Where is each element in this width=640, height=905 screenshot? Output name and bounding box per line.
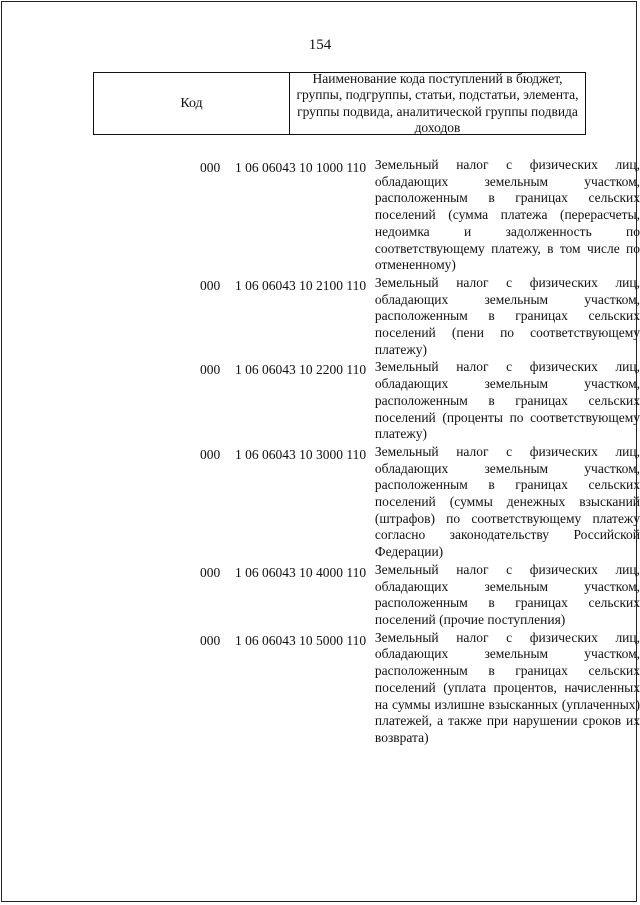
page-number: 154: [308, 37, 332, 53]
row-admin-code: 000: [200, 632, 221, 648]
row-income-name: Земельный налог с физических лиц, обладающих земельным участком, расположенным в границах сельских поселений (прочие поступления): [374, 561, 640, 627]
header-code-column: Код: [94, 73, 290, 134]
row-income-code: 1 06 06043 10 5000 110: [234, 632, 367, 648]
table-row: [0, 630, 640, 747]
row-income-code: 1 06 06043 10 2200 110: [234, 362, 367, 378]
header-name-column: Наименование кода поступлений в бюджет, группы, подгруппы, статьи, подстатьи, элемента, группы подвида, аналитической группы подвида доходов: [296, 70, 579, 135]
table-row: [0, 562, 640, 629]
row-income-code: 1 06 06043 10 2100 110: [234, 277, 367, 293]
row-admin-code: 000: [200, 277, 221, 293]
table-body: [0, 157, 640, 748]
table-row: [0, 444, 640, 561]
row-income-code: 1 06 06043 10 3000 110: [234, 446, 367, 462]
row-income-code: 1 06 06043 10 1000 110: [234, 160, 367, 175]
row-admin-code: 000: [200, 564, 221, 580]
row-income-name: Земельный налог с физических лиц, обладающих земельным участком, расположенным в границах сельских поселений (суммы денежных взысканий (штрафов) по соответствующему платежу согласно законодательству Российской Федерации): [374, 443, 640, 560]
table-row: [0, 275, 640, 359]
row-admin-code: 000: [200, 362, 221, 378]
row-income-name: Земельный налог с физических лиц, обладающих земельным участком, расположенным в границах сельских поселений (проценты по соответствующему платежу): [374, 359, 640, 442]
table-row: [0, 157, 640, 274]
row-income-code: 1 06 06043 10 4000 110: [234, 564, 367, 580]
row-income-name: Земельный налог с физических лиц, обладающих земельным участком, расположенным в границах сельских поселений (уплата процентов, начисленных на суммы излишне взысканных (уплаченных) платежей, а также при нарушении сроков их возврата): [374, 629, 640, 745]
row-admin-code: 000: [200, 446, 221, 462]
table-row: [0, 359, 640, 443]
row-income-name: Земельный налог с физических лиц, обладающих земельным участком, расположенным в границах сельских поселений (пени по соответствующему платежу): [374, 274, 640, 357]
row-admin-code: 000: [200, 160, 221, 175]
table-header: [93, 72, 586, 135]
row-income-name: Земельный налог с физических лиц, обладающих земельным участком, расположенным в границах сельских поселений (сумма платежа (перерасчеты, недоимка и задолженность по соответствующему платежу, в том числе по отмененному): [374, 157, 640, 273]
